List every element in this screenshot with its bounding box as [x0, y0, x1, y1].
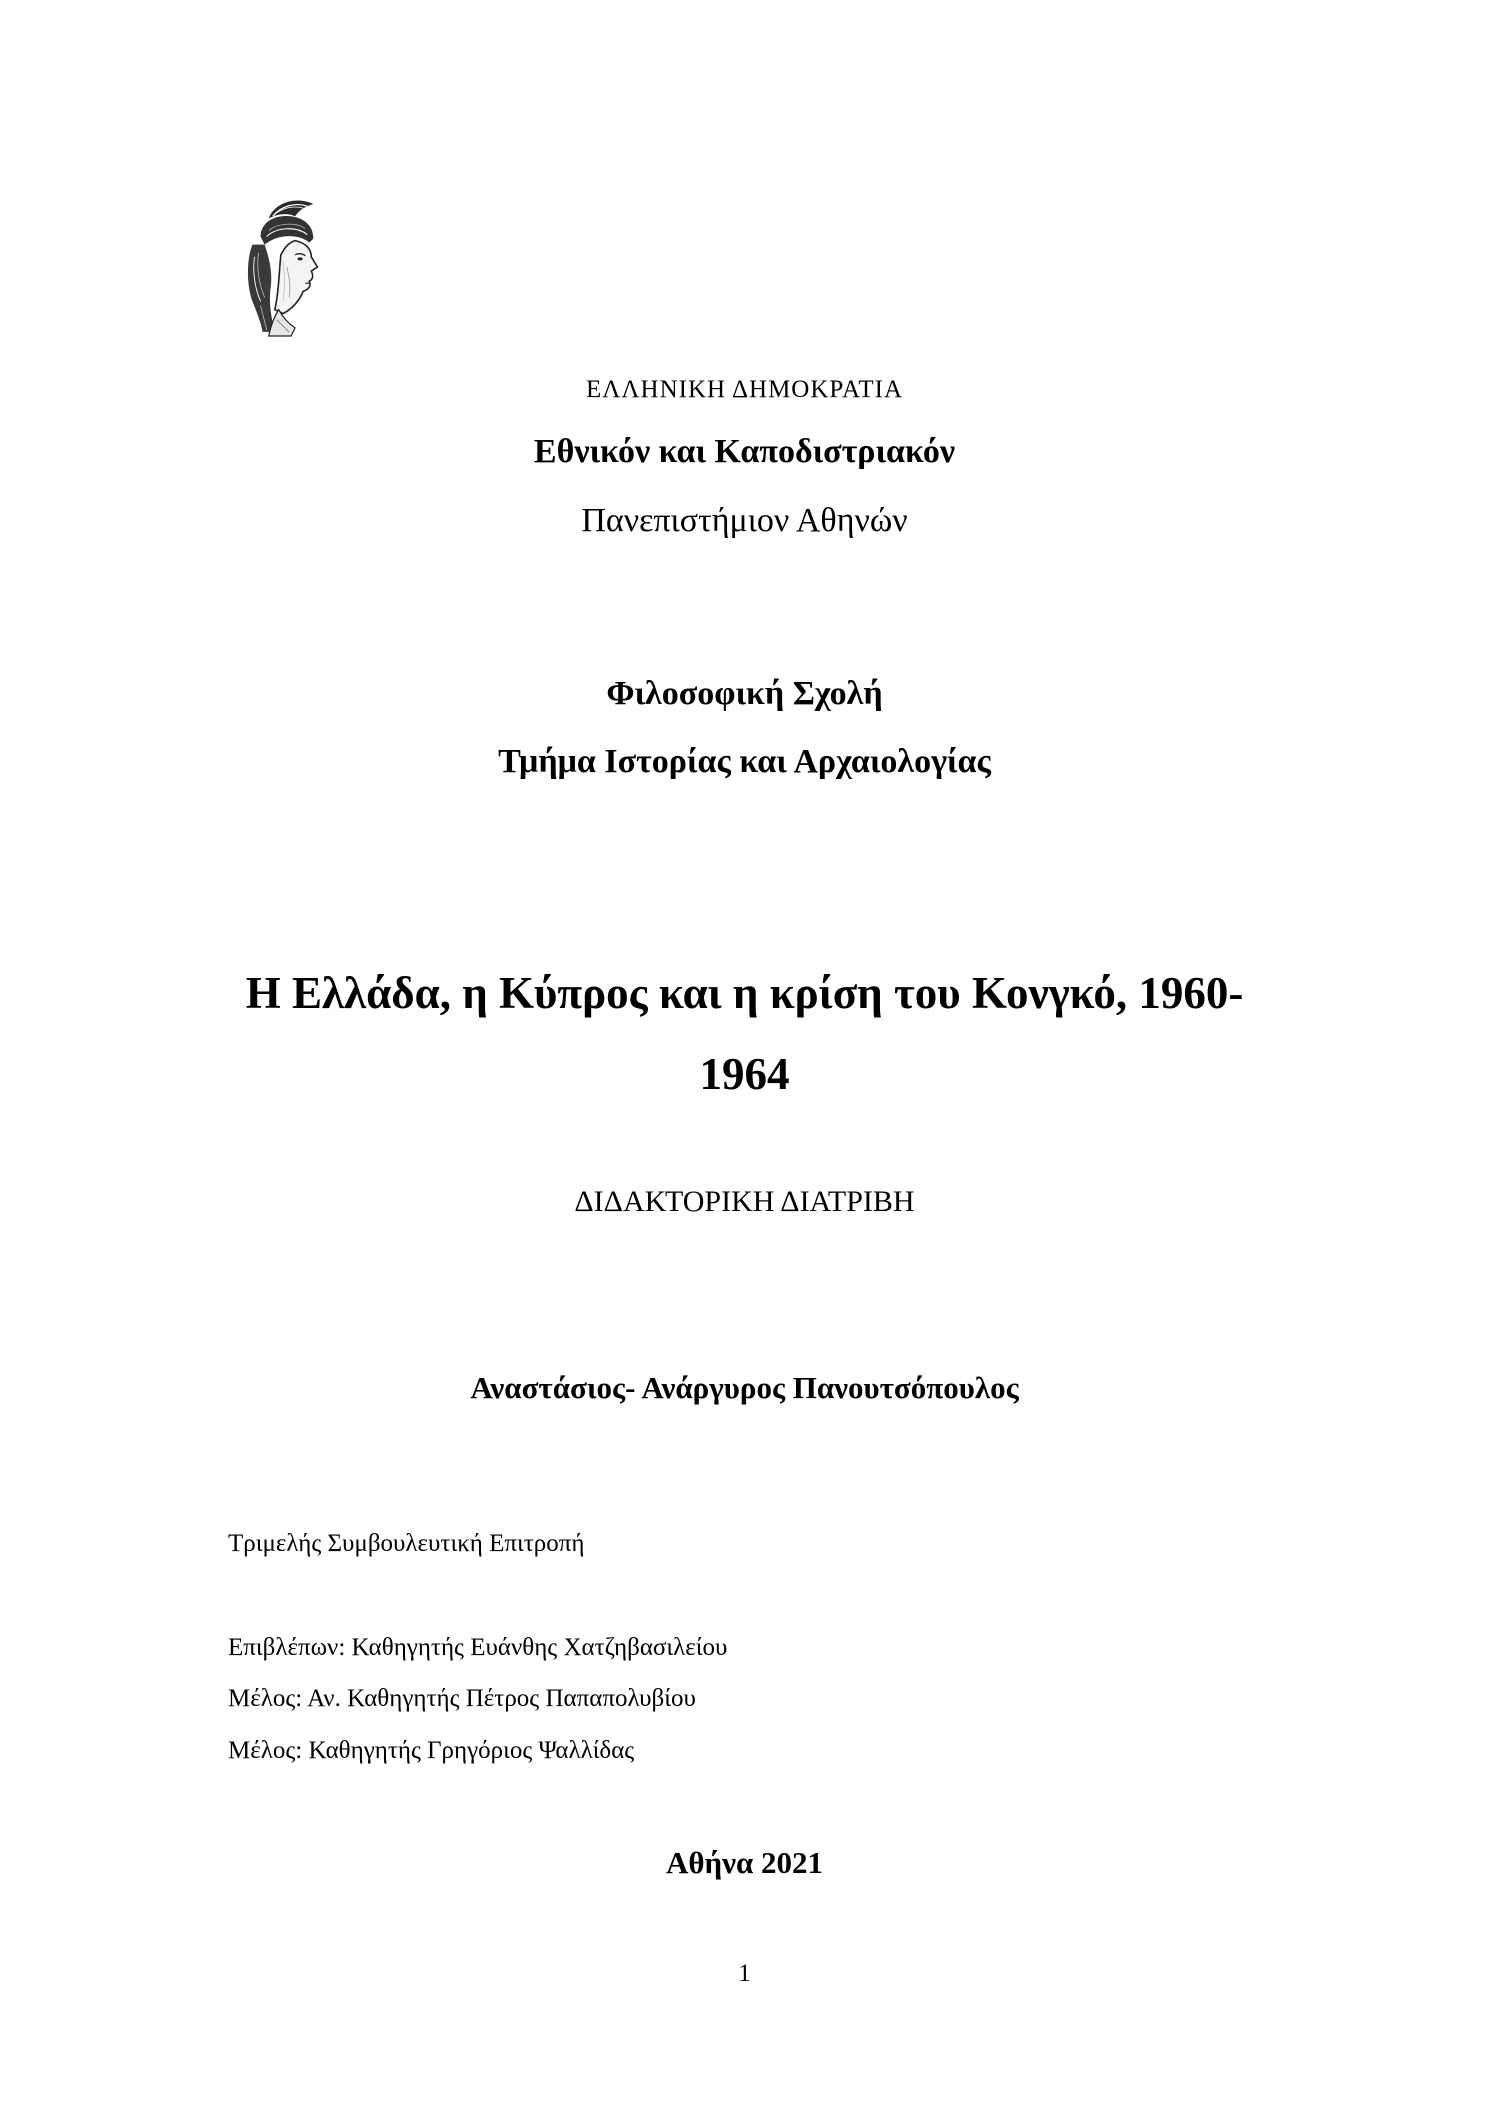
school-name: Φιλοσοφική Σχολή: [606, 675, 883, 712]
republic-heading: ΕΛΛΗΝΙΚΗ ΔΗΜΟΚΡΑΤΙΑ: [586, 376, 903, 403]
department-name: Τμήμα Ιστορίας και Αρχαιολογίας: [498, 743, 991, 780]
thesis-title-line1: Η Ελλάδα, η Κύπρος και η κρίση του Κονγκό, 1960-: [245, 968, 1244, 1018]
committee-supervisor: Επιβλέπων: Καθηγητής Ευάνθης Χατζηβασιλείου: [228, 1634, 728, 1661]
page-number: 1: [738, 1960, 751, 1987]
university-name-line2: Πανεπιστήμιον Αθηνών: [581, 502, 908, 539]
place-date: Αθήνα 2021: [665, 1845, 824, 1880]
committee-member-1: Μέλος: Αν. Καθηγητής Πέτρος Παπαπολυβίου: [228, 1685, 696, 1712]
athena-emblem-icon: [238, 196, 340, 338]
document-type: ΔΙΔΑΚΤΟΡΙΚΗ ΔΙΑΤΡΙΒΗ: [574, 1185, 915, 1218]
thesis-title-line2: 1964: [699, 1049, 790, 1099]
committee-member-2: Μέλος: Καθηγητής Γρηγόριος Ψαλλίδας: [228, 1737, 635, 1764]
university-name-line1: Εθνικόν και Καποδιστριακόν: [533, 433, 956, 470]
committee-heading: Τριμελής Συμβουλευτική Επιτροπή: [228, 1530, 585, 1557]
author-name: Αναστάσιος- Ανάργυρος Πανουτσόπουλος: [470, 1370, 1019, 1405]
